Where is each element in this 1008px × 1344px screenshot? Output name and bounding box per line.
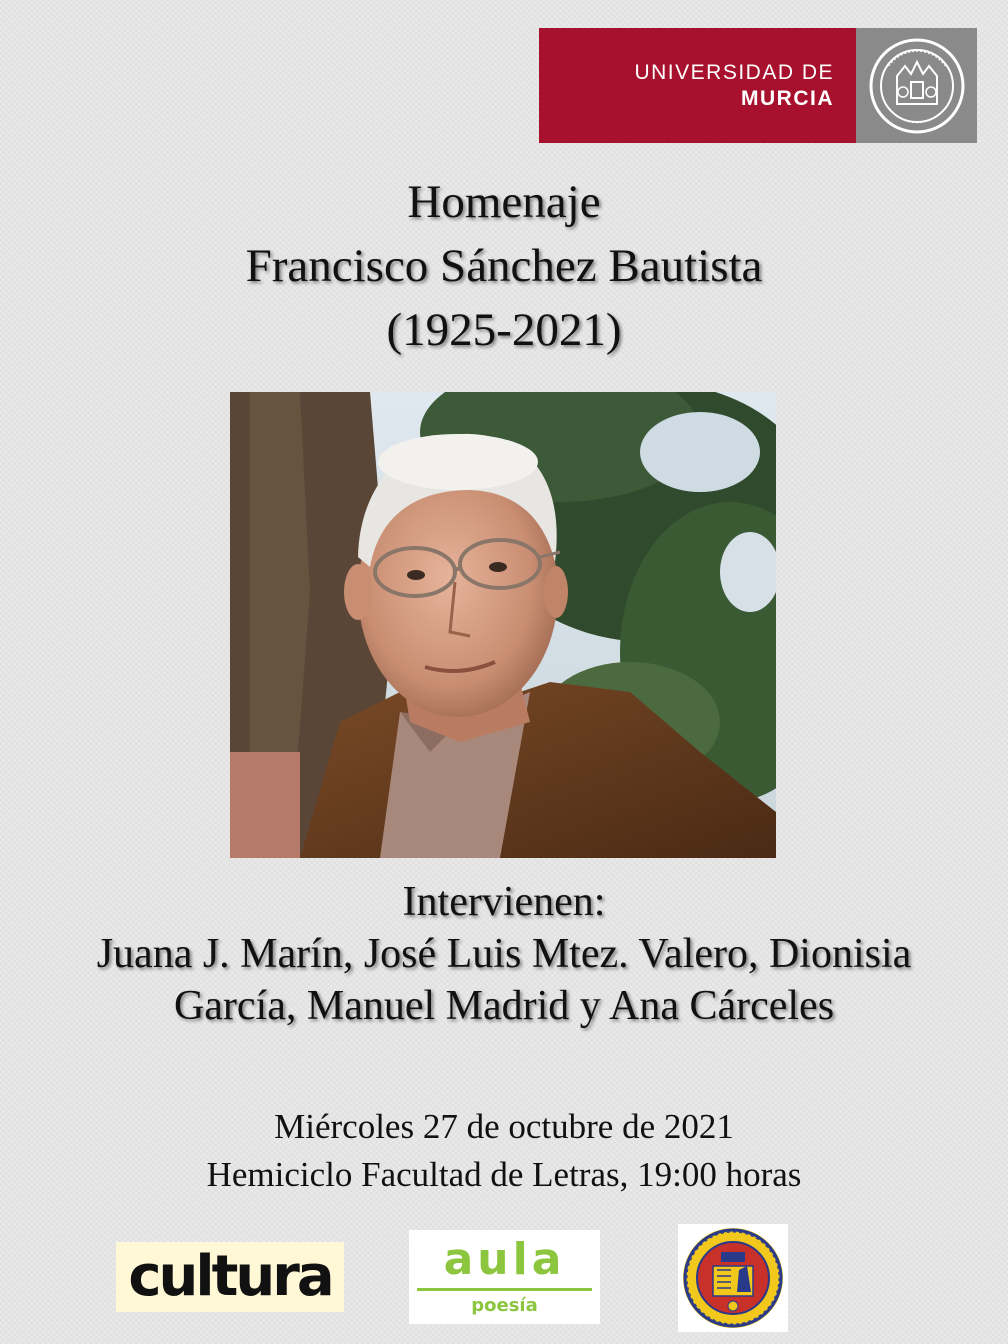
university-name-box	[539, 28, 856, 143]
facultad-letras-seal-icon	[681, 1226, 785, 1330]
event-info	[0, 1103, 1008, 1199]
university-seal-icon	[867, 36, 967, 136]
cultura-logo-text: cultura	[128, 1244, 332, 1309]
speakers-section	[0, 876, 1008, 1032]
speakers-line1: Juana J. Marín, José Luis Mtez. Valero, Dionisia	[96, 931, 912, 977]
aula-logo-divider	[417, 1288, 592, 1291]
event-date: Miércoles 27 de octubre de 2021	[274, 1107, 734, 1146]
university-name-line2: MURCIA	[741, 86, 834, 110]
portrait-photo-drawing	[230, 392, 776, 858]
title-homenaje: Homenaje	[407, 176, 601, 228]
aula-logo-subtext: poesía	[471, 1295, 538, 1316]
event-place: Hemiciclo Facultad de Letras, 19:00 horas	[206, 1155, 802, 1194]
university-name-line1: UNIVERSIDAD DE	[634, 60, 834, 84]
speakers-heading: Intervienen:	[402, 879, 606, 925]
university-header	[539, 28, 977, 143]
portrait-photo	[230, 392, 776, 858]
event-title	[0, 170, 1008, 362]
university-seal-box	[856, 28, 977, 143]
cultura-logo	[116, 1242, 344, 1312]
aula-poesia-logo	[409, 1230, 600, 1324]
title-years: (1925-2021)	[386, 304, 622, 356]
speakers-line2: García, Manuel Madrid y Ana Cárceles	[173, 983, 835, 1029]
title-honoree-name: Francisco Sánchez Bautista	[245, 240, 763, 292]
aula-logo-text: aula	[443, 1234, 566, 1285]
facultad-letras-logo	[678, 1224, 788, 1332]
